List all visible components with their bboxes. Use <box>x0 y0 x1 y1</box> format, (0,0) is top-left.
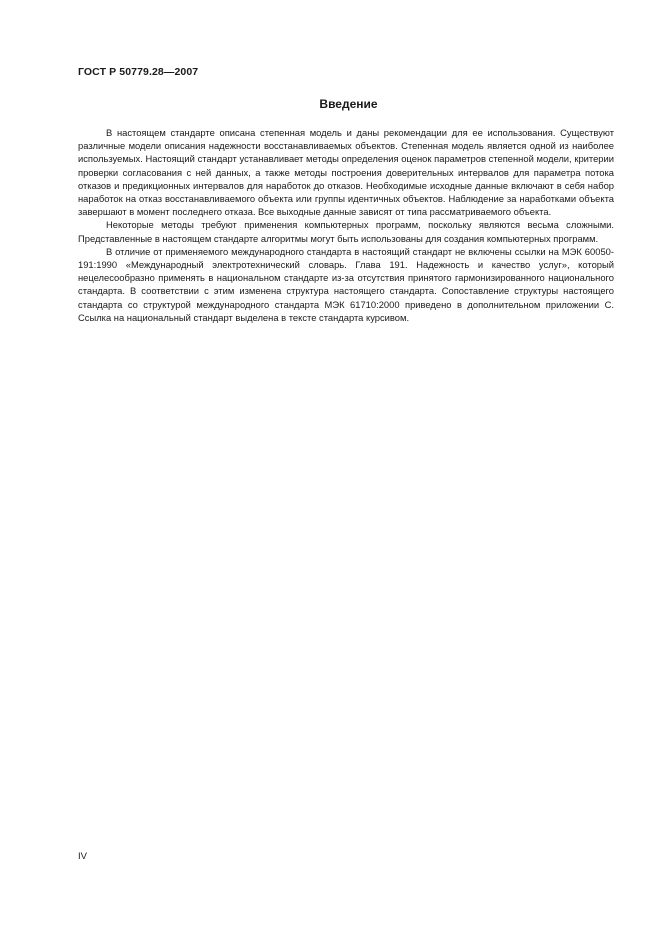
paragraph-3: В отличие от применяемого международного стандарта в настоящий стандарт не включены ссылки на МЭК 60050-191:1990 «Международный электротехнический словарь. Глава 191. Надежность и качество услуг», который нецелесообразно применять в национальном стандарте из-за отсутствия принятого гармонизированного национального стандарта. В соответствии с этим изменена структура настоящего стандарта. Сопоставление структуры настоящего стандарта со структурой международного стандарта МЭК 61710:2000 приведено в дополнительном приложении С. Ссылка на национальный стандарт выделена в тексте стандарта курсивом. <box>78 245 614 323</box>
standard-code-header: ГОСТ Р 50779.28—2007 <box>78 66 199 78</box>
introduction-body <box>78 126 614 324</box>
paragraph-1: В настоящем стандарте описана степенная модель и даны рекомендации для ее использования. Существуют различные модели описания надежности восстанавливаемых объектов. Степенная модель является одной из наиболее используемых. Настоящий стандарт устанавливает методы определения оценок параметров степенной модели, критерии проверки согласования с ней данных, а также методы построения доверительных интервалов для параметра потока отказов и предикционных интервалов для наработок до отказов. Необходимые исходные данные включают в себя набор наработок на отказ восстанавливаемого объекта или группы идентичных объектов. Наблюдение за наработками объекта завершают в момент последнего отказа. Все выходные данные зависят от типа рассматриваемого объекта. <box>78 127 614 218</box>
page-number: IV <box>78 851 87 862</box>
paragraph-2: Некоторые методы требуют применения компьютерных программ, поскольку являются весьма сложными. Представленные в настоящем стандарте алгоритмы могут быть использованы для создания компьютерных программ. <box>78 219 614 244</box>
section-title: Введение <box>319 97 378 111</box>
